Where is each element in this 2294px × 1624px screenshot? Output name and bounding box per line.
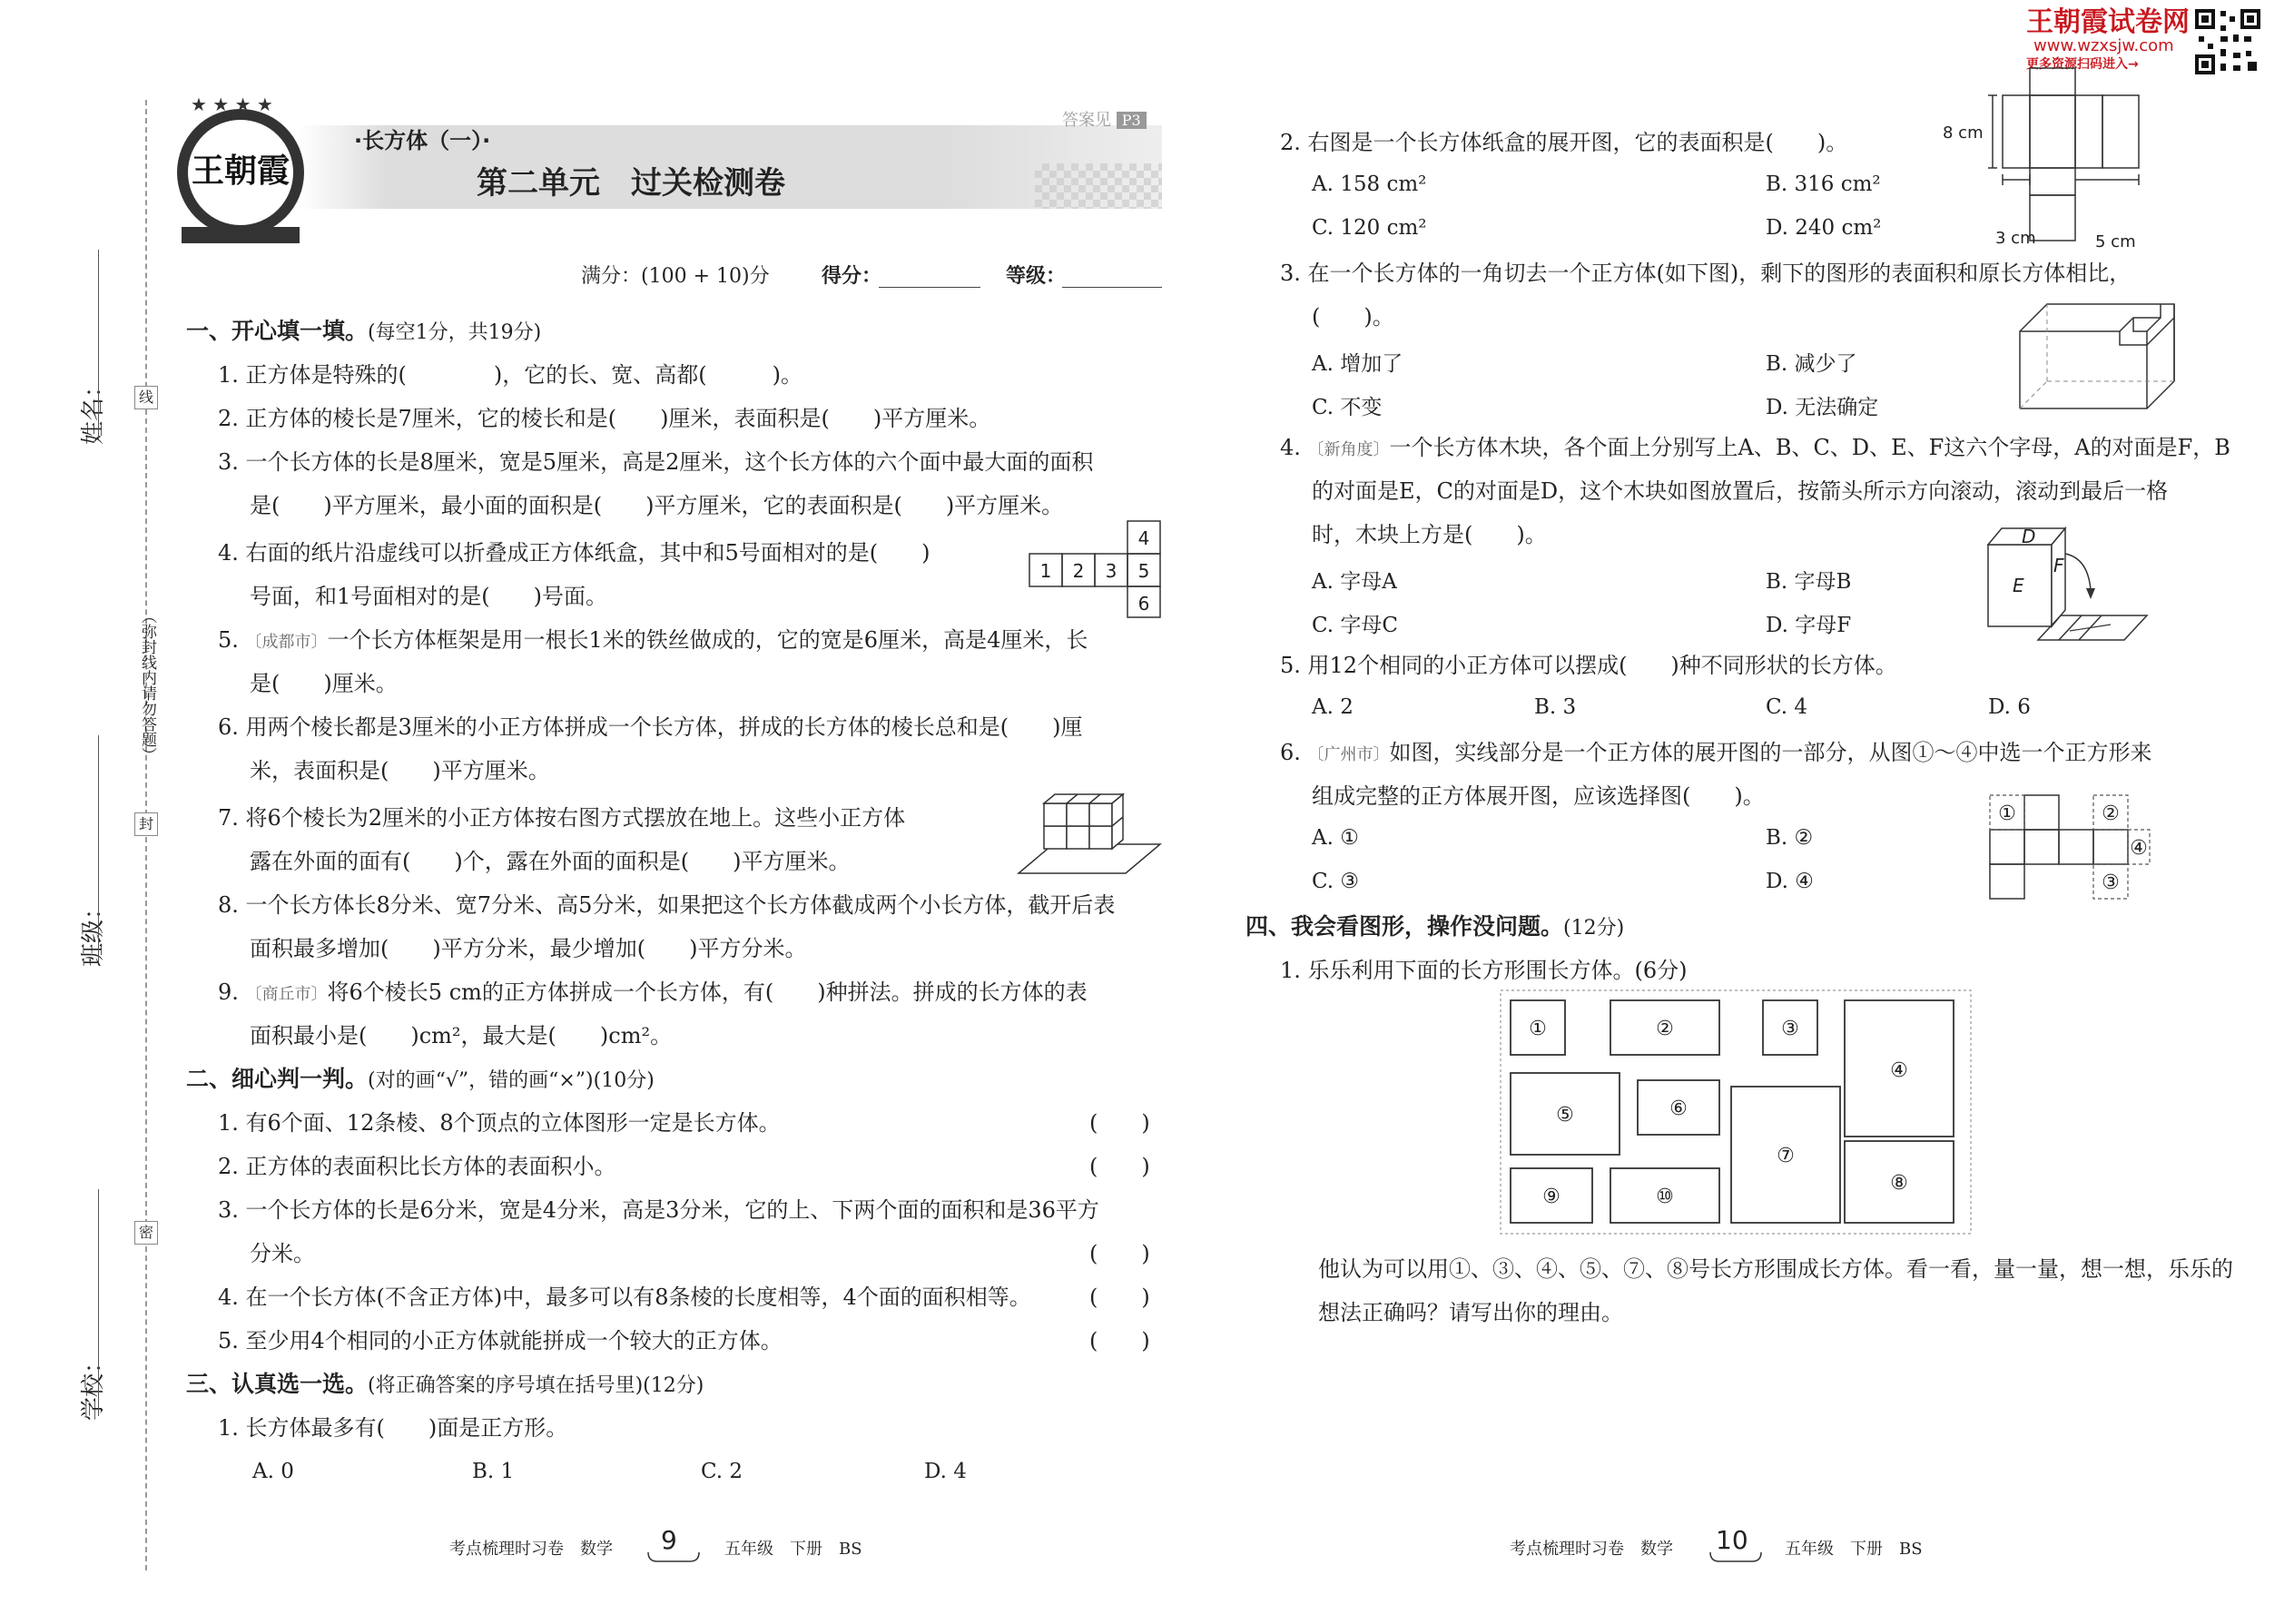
s1-q6b: 米，表面积是( )平方厘米。 — [250, 758, 550, 783]
r-q6-num: 6. — [1280, 740, 1308, 765]
score-label: 得分： — [822, 265, 882, 288]
net-face-5: 5 — [1137, 560, 1150, 582]
page-title: 第二单元 过关检测卷 — [477, 165, 785, 202]
header-subtitle: ·长方体（一）· — [354, 128, 491, 153]
class-label: 班级： — [80, 895, 107, 967]
s2-q2: 2. 正方体的表面积比长方体的表面积小。 — [218, 1154, 616, 1179]
grade-field[interactable] — [1062, 287, 1162, 288]
rect-label-8: ⑧ — [1890, 1172, 1908, 1195]
grade-label: 等级： — [1006, 265, 1067, 288]
left-footer-grade: 五年级 下册 BS — [724, 1540, 862, 1559]
left-footer-bracket — [646, 1550, 701, 1563]
answer-page-badge: P3 — [1117, 112, 1147, 129]
partial-net-figure — [1988, 790, 2151, 913]
s1-q9-tag: 〔商丘市〕 — [245, 985, 328, 1004]
dim-5cm: 5 cm — [2095, 232, 2136, 251]
rectangles-figure — [1500, 989, 1972, 1235]
s3-q1: 1. 长方体最多有( )面是正方形。 — [218, 1415, 568, 1441]
rect-label-5: ⑤ — [1556, 1104, 1574, 1127]
s4-q1: 1. 乐乐利用下面的长方形围长方体。(6分) — [1280, 958, 1688, 983]
r-q6-text: 如图，实线部分是一个正方体的展开图的一部分，从图①～④中选一个正方形来 — [1389, 740, 2152, 765]
r-q4-tag: 〔新角度〕 — [1307, 440, 1390, 459]
site-more: 更多资源扫码进入→ — [2026, 57, 2139, 72]
cube-face-f: F — [2053, 555, 2064, 576]
net-face-3: 3 — [1105, 560, 1117, 582]
s1-q9-text: 将6个棱长5 cm的正方体拼成一个长方体，有( )种拼法。拼成的长方体的表 — [327, 979, 1088, 1005]
s2-q5-paren[interactable]: ( ) — [1089, 1328, 1150, 1353]
r-q4a — [1280, 434, 2230, 464]
s1-q3a: 3. 一个长方体的长是8厘米，宽是5厘米，高是2厘米，这个长方体的六个面中最大面的面积 — [218, 449, 1094, 475]
cube-face-e: E — [2013, 575, 2024, 596]
net-option-4: ④ — [2130, 837, 2148, 860]
net-option-1: ① — [1998, 802, 2016, 825]
qr-code-icon[interactable] — [2193, 7, 2262, 76]
s1-q5 — [218, 626, 1088, 656]
section1-title: 一、开心填一填。 — [186, 318, 369, 344]
section4-note: (12分) — [1563, 917, 1625, 940]
r-q3b: ( )。 — [1312, 304, 1394, 330]
r-q4-opt-b[interactable]: B. 字母B — [1766, 570, 1852, 594]
r-q5-opt-c[interactable]: C. 4 — [1766, 695, 1808, 719]
section3-heading — [186, 1371, 704, 1400]
section3-note: (将正确答案的序号填在括号里)(12分) — [368, 1374, 704, 1397]
net-option-2: ② — [2102, 802, 2120, 825]
logo-emblem — [163, 91, 327, 245]
s1-q3b: 是( )平方厘米，最小面的面积是( )平方厘米，它的表面积是( )平方厘米。 — [250, 493, 1064, 518]
s4-paragraph-2: 想法正确吗？请写出你的理由。 — [1318, 1300, 1623, 1325]
r-q4b: 的对面是E，C的对面是D，这个木块如图放置后，按箭头所示方向滚动，滚动到最后一格 — [1312, 478, 2169, 504]
rect-label-4: ④ — [1890, 1059, 1908, 1082]
rect-label-3: ③ — [1781, 1018, 1799, 1040]
r-q4-opt-c[interactable]: C. 字母C — [1312, 614, 1398, 637]
r-q4c: 时，木块上方是( )。 — [1312, 522, 1547, 547]
dim-8cm: 8 cm — [1943, 123, 1984, 143]
school-field-line[interactable] — [98, 1189, 99, 1416]
s1-q4a: 4. 右面的纸片沿虚线可以折叠成正方体纸盒，其中和5号面相对的是( ) — [218, 540, 930, 566]
rect-label-1: ① — [1529, 1018, 1547, 1040]
cube-net-figure — [1026, 519, 1162, 619]
seal-note: （弥封线内请勿答题） — [138, 608, 156, 763]
r-q2: 2. 右图是一个长方体纸盒的展开图，它的表面积是( )。 — [1280, 130, 1848, 155]
cut-cuboid-figure — [2015, 300, 2179, 418]
s3-q1-opt-d[interactable]: D. 4 — [924, 1460, 967, 1483]
cube-face-d: D — [2022, 526, 2036, 547]
r-q3-opt-d[interactable]: D. 无法确定 — [1766, 396, 1879, 419]
r-q3-opt-a[interactable]: A. 增加了 — [1312, 352, 1403, 376]
dim-3cm: 3 cm — [1995, 229, 2036, 248]
site-url[interactable]: www.wzxsjw.com — [2033, 36, 2174, 55]
section2-title: 二、细心判一判。 — [186, 1066, 369, 1092]
r-q5-opt-d[interactable]: D. 6 — [1988, 695, 2031, 719]
net-face-1: 1 — [1039, 560, 1052, 582]
logo-text: 王朝霞 — [191, 153, 290, 190]
s3-q1-opt-a[interactable]: A. 0 — [252, 1460, 294, 1483]
s1-q1: 1. 正方体是特殊的( )，它的长、宽、高都( )。 — [218, 362, 802, 388]
rolling-cube-figure — [1984, 517, 2165, 645]
s3-q1-opt-c[interactable]: C. 2 — [701, 1460, 743, 1483]
r-q6-opt-a[interactable]: A. ① — [1312, 826, 1359, 850]
seal-char-3: 密 — [134, 1221, 158, 1245]
score-field[interactable] — [879, 287, 980, 288]
svg-text:★ ★ ★ ★: ★ ★ ★ ★ — [191, 94, 273, 115]
s4-paragraph-1: 他认为可以用①、③、④、⑤、⑦、⑧号长方形围成长方体。看一看，量一量，想一想，乐乐的 — [1318, 1256, 2233, 1282]
r-q3-opt-b[interactable]: B. 减少了 — [1766, 352, 1857, 376]
section2-note: (对的画“√”，错的画“×”)(10分) — [368, 1069, 655, 1092]
r-q4-opt-a[interactable]: A. 字母A — [1312, 570, 1397, 594]
s1-q8b: 面积最多增加( )平方分米，最少增加( )平方分米。 — [250, 936, 807, 961]
r-q2-opt-d[interactable]: D. 240 cm² — [1766, 216, 1882, 240]
s3-q1-opt-b[interactable]: B. 1 — [472, 1460, 515, 1483]
r-q6-tag: 〔广州市〕 — [1307, 745, 1390, 764]
right-footer-page: 10 — [1716, 1525, 1748, 1555]
r-q6-opt-d[interactable]: D. ④ — [1766, 870, 1814, 893]
s2-q3b: 分米。 — [250, 1241, 315, 1266]
rect-label-6: ⑥ — [1669, 1097, 1688, 1120]
r-q3-opt-c[interactable]: C. 不变 — [1312, 396, 1383, 419]
stacked-cubes-figure — [1017, 790, 1162, 881]
net-face-6: 6 — [1137, 593, 1150, 615]
rect-label-9: ⑨ — [1542, 1186, 1561, 1208]
s1-q5-text: 一个长方体框架是用一根长1米的铁丝做成的，它的宽是6厘米，高是4厘米，长 — [327, 627, 1088, 653]
section4-title: 四、我会看图形，操作没问题。 — [1245, 913, 1564, 940]
r-q3a: 3. 在一个长方体的一角切去一个正方体(如下图)，剩下的图形的表面积和原长方体相比， — [1280, 261, 2132, 286]
right-footer-grade: 五年级 下册 BS — [1785, 1540, 1923, 1559]
r-q2-opt-a[interactable]: A. 158 cm² — [1312, 172, 1427, 196]
net-option-3: ③ — [2102, 871, 2120, 894]
s2-q3-paren[interactable]: ( ) — [1089, 1241, 1150, 1266]
r-q4-text: 一个长方体木块，各个面上分别写上A、B、C、D、E、F这六个字母，A的对面是F，B — [1389, 435, 2230, 460]
rect-label-7: ⑦ — [1777, 1145, 1795, 1167]
s1-q7a: 7. 将6个棱长为2厘米的小正方体按右图方式摆放在地上。这些小正方体 — [218, 805, 906, 831]
s4-answer-area[interactable] — [1318, 1334, 2217, 1498]
section2-heading — [186, 1066, 655, 1095]
s1-q8a: 8. 一个长方体长8分米、宽7分米、高5分米，如果把这个长方体截成两个小长方体，截开后表 — [218, 892, 1116, 918]
s2-q3a: 3. 一个长方体的长是6分米，宽是4分米，高是3分米，它的上、下两个面的面积和是36平方 — [218, 1197, 1099, 1223]
s1-q6a: 6. 用两个棱长都是3厘米的小正方体拼成一个长方体，拼成的长方体的棱长总和是( )厘 — [218, 714, 1083, 740]
section1-note: (每空1分，共19分) — [368, 321, 542, 344]
section4-heading — [1245, 913, 1624, 942]
r-q5-opt-b[interactable]: B. 3 — [1534, 695, 1577, 719]
box-net-figure — [1943, 64, 2142, 254]
left-footer-book: 考点梳理时习卷 数学 — [449, 1540, 613, 1559]
rect-label-2: ② — [1656, 1018, 1674, 1040]
answer-ref — [1062, 107, 1147, 134]
r-q6-opt-c[interactable]: C. ③ — [1312, 870, 1360, 893]
r-q2-opt-b[interactable]: B. 316 cm² — [1766, 172, 1881, 196]
right-footer-book: 考点梳理时习卷 数学 — [1510, 1540, 1673, 1559]
r-q6a — [1280, 739, 2152, 769]
section1-heading — [186, 318, 541, 347]
section3-title: 三、认真选一选。 — [186, 1371, 369, 1397]
r-q6b: 组成完整的正方体展开图，应该选择图( )。 — [1312, 783, 1765, 809]
s2-q4-paren[interactable]: ( ) — [1089, 1284, 1150, 1310]
s1-q2: 2. 正方体的棱长是7厘米，它的棱长和是( )厘米，表面积是( )平方厘米。 — [218, 406, 991, 431]
s1-q9c: 面积最小是( )cm²，最大是( )cm²。 — [250, 1023, 673, 1048]
s1-q5-num: 5. — [218, 627, 246, 653]
score-info: 满分：(100 + 10)分 — [581, 265, 770, 288]
right-footer-bracket — [1708, 1550, 1763, 1563]
net-face-2: 2 — [1072, 560, 1085, 582]
s2-q2-paren[interactable]: ( ) — [1089, 1154, 1150, 1179]
r-q2-opt-c[interactable]: C. 120 cm² — [1312, 216, 1427, 240]
s2-q1-paren[interactable]: ( ) — [1089, 1110, 1150, 1136]
name-label: 姓名： — [80, 373, 107, 445]
r-q6-opt-b[interactable]: B. ② — [1766, 826, 1814, 850]
s1-q5-tag: 〔成都市〕 — [245, 633, 328, 652]
rect-label-10: ⑩ — [1656, 1186, 1674, 1208]
s2-q4: 4. 在一个长方体(不含正方体)中，最多可以有8条棱的长度相等，4个面的面积相等。 — [218, 1284, 1031, 1310]
header-checker — [1035, 163, 1162, 209]
r-q4-opt-d[interactable]: D. 字母F — [1766, 614, 1852, 637]
s1-q5c: 是( )厘米。 — [250, 671, 398, 696]
seal-char-2: 封 — [134, 812, 158, 836]
r-q4-num: 4. — [1280, 435, 1308, 460]
s1-q7b: 露在外面的面有( )个，露在外面的面积是( )平方厘米。 — [250, 849, 851, 874]
s1-q4b: 号面，和1号面相对的是( )号面。 — [250, 584, 607, 609]
site-name: 王朝霞试卷网 — [2026, 6, 2190, 38]
answer-ref-label: 答案见 — [1062, 111, 1111, 130]
seal-char-1: 线 — [134, 386, 158, 409]
school-label: 学校： — [80, 1349, 107, 1421]
r-q5: 5. 用12个相同的小正方体可以摆成( )种不同形状的长方体。 — [1280, 653, 1897, 678]
s1-q9 — [218, 979, 1088, 1009]
class-field-line[interactable] — [98, 735, 99, 962]
s1-q9-num: 9. — [218, 979, 246, 1005]
name-field-line[interactable] — [98, 250, 99, 440]
s2-q5: 5. 至少用4个相同的小正方体就能拼成一个较大的正方体。 — [218, 1328, 783, 1353]
net-face-4: 4 — [1137, 527, 1150, 549]
s2-q1: 1. 有6个面、12条棱、8个顶点的立体图形一定是长方体。 — [218, 1110, 781, 1136]
left-footer-page: 9 — [661, 1525, 677, 1555]
r-q5-opt-a[interactable]: A. 2 — [1312, 695, 1354, 719]
